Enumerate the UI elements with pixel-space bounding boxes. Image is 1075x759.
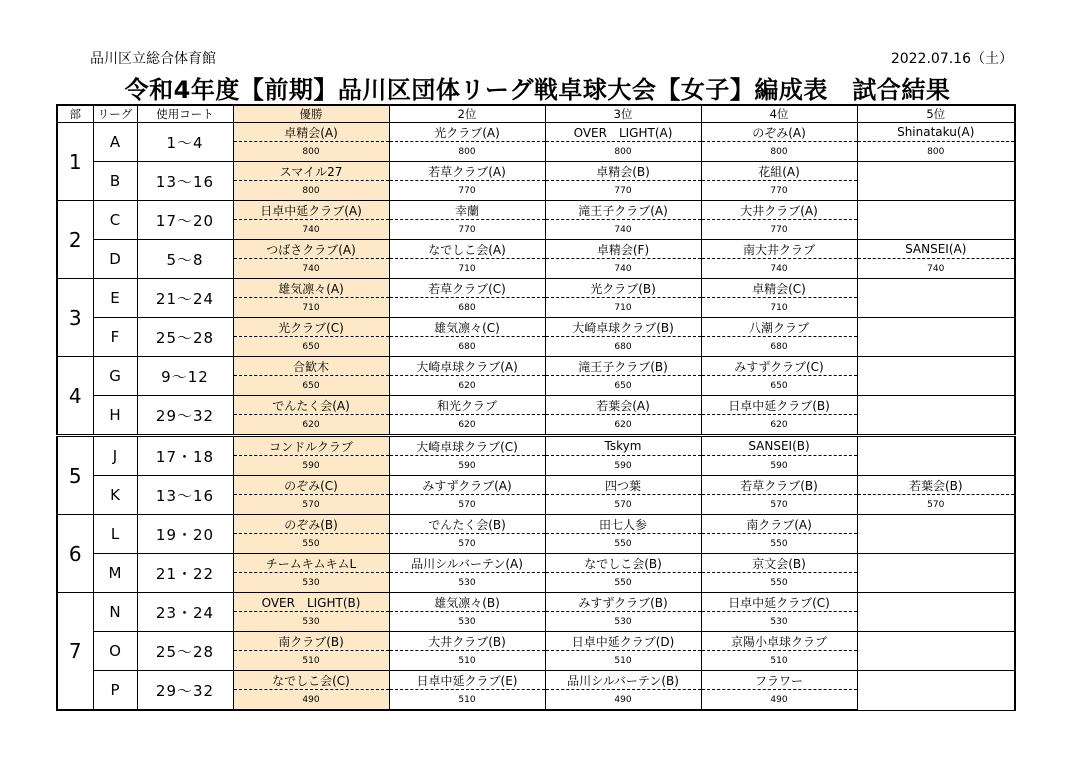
rank-4-points: 800	[701, 142, 857, 162]
rank-2-points: 570	[389, 534, 545, 554]
court-range: 13～16	[137, 476, 233, 515]
rank-5-points: 570	[857, 495, 1015, 515]
empty-cell	[857, 357, 1015, 396]
col-header-2nd: 2位	[389, 105, 545, 123]
winner-points: 650	[233, 337, 389, 357]
league-label: K	[93, 476, 137, 515]
rank-4-points: 680	[701, 337, 857, 357]
division-number: 7	[57, 593, 93, 711]
court-range: 13～16	[137, 162, 233, 201]
rank-2-points: 530	[389, 573, 545, 593]
empty-cell	[857, 318, 1015, 357]
winner-points: 510	[233, 651, 389, 671]
league-label: B	[93, 162, 137, 201]
rank-3-team-name: 若葉会(A)	[545, 396, 701, 415]
league-label: D	[93, 240, 137, 279]
winner-points: 530	[233, 612, 389, 632]
winner-team-name: でんたく会(A)	[233, 396, 389, 415]
rank-3-team-name: 滝王子クラブ(A)	[545, 201, 701, 220]
rank-2-team-name: 若草クラブ(C)	[389, 279, 545, 298]
rank-2-team-name: 日卓中延クラブ(E)	[389, 671, 545, 690]
league-team-row	[57, 357, 1015, 376]
rank-2-points: 530	[389, 612, 545, 632]
empty-cell	[857, 632, 1015, 671]
rank-4-points: 590	[701, 456, 857, 476]
venue-name: 品川区立総合体育館	[90, 51, 216, 67]
rank-4-points: 740	[701, 259, 857, 279]
winner-points: 590	[233, 456, 389, 476]
rank-2-team-name: 大崎卓球クラブ(C)	[389, 436, 545, 456]
rank-3-points: 620	[545, 415, 701, 436]
empty-cell	[857, 201, 1015, 240]
division-number: 2	[57, 201, 93, 279]
col-header-court: 使用コート	[137, 105, 233, 123]
court-range: 5～8	[137, 240, 233, 279]
winner-team-name: 卓精会(A)	[233, 123, 389, 142]
court-range: 21・22	[137, 554, 233, 593]
league-label: G	[93, 357, 137, 396]
rank-4-team-name: 京陽小卓球クラブ	[701, 632, 857, 651]
winner-points: 710	[233, 298, 389, 318]
winner-team-name: 合歓木	[233, 357, 389, 376]
league-team-row	[57, 632, 1015, 651]
rank-4-points: 490	[701, 690, 857, 711]
winner-points: 490	[233, 690, 389, 711]
league-team-row	[57, 476, 1015, 495]
rank-3-team-name: 大崎卓球クラブ(B)	[545, 318, 701, 337]
page-title: 令和4年度【前期】品川区団体リーグ戦卓球大会【女子】編成表 試合結果	[124, 76, 951, 104]
rank-2-points: 620	[389, 415, 545, 436]
empty-cell	[857, 671, 1015, 711]
rank-4-points: 550	[701, 534, 857, 554]
court-range: 19・20	[137, 515, 233, 554]
league-team-row	[57, 201, 1015, 220]
rank-4-team-name: みすずクラブ(C)	[701, 357, 857, 376]
rank-4-team-name: SANSEI(B)	[701, 436, 857, 456]
col-header-winner: 優勝	[233, 105, 389, 123]
rank-3-points: 510	[545, 651, 701, 671]
rank-2-team-name: なでしこ会(A)	[389, 240, 545, 259]
col-header-5th: 5位	[857, 105, 1015, 123]
rank-2-points: 620	[389, 376, 545, 396]
division-number: 4	[57, 357, 93, 436]
rank-4-points: 620	[701, 415, 857, 436]
rank-2-points: 680	[389, 337, 545, 357]
division-number: 6	[57, 515, 93, 593]
league-label: P	[93, 671, 137, 711]
winner-team-name: 南クラブ(B)	[233, 632, 389, 651]
empty-cell	[857, 554, 1015, 593]
rank-3-points: 650	[545, 376, 701, 396]
winner-team-name: 光クラブ(C)	[233, 318, 389, 337]
rank-4-points: 570	[701, 495, 857, 515]
rank-4-team-name: フラワー	[701, 671, 857, 690]
winner-team-name: チームキムキムL	[233, 554, 389, 573]
results-body	[57, 123, 1015, 711]
rank-2-points: 770	[389, 220, 545, 240]
rank-4-team-name: 大井クラブ(A)	[701, 201, 857, 220]
rank-3-team-name: Tskym	[545, 436, 701, 456]
rank-4-points: 530	[701, 612, 857, 632]
col-header-division: 部	[57, 105, 93, 123]
rank-3-points: 570	[545, 495, 701, 515]
court-range: 25～28	[137, 632, 233, 671]
rank-3-team-name: 日卓中延クラブ(D)	[545, 632, 701, 651]
winner-points: 650	[233, 376, 389, 396]
rank-4-team-name: 南クラブ(A)	[701, 515, 857, 534]
rank-3-points: 490	[545, 690, 701, 711]
rank-2-points: 570	[389, 495, 545, 515]
rank-3-points: 800	[545, 142, 701, 162]
court-range: 17～20	[137, 201, 233, 240]
league-label: N	[93, 593, 137, 632]
winner-points: 800	[233, 142, 389, 162]
rank-2-team-name: 光クラブ(A)	[389, 123, 545, 142]
col-header-4th: 4位	[701, 105, 857, 123]
rank-3-points: 550	[545, 534, 701, 554]
rank-4-points: 710	[701, 298, 857, 318]
rank-4-points: 650	[701, 376, 857, 396]
rank-5-team-name: SANSEI(A)	[857, 240, 1015, 259]
rank-3-points: 530	[545, 612, 701, 632]
league-label: H	[93, 396, 137, 436]
rank-2-points: 800	[389, 142, 545, 162]
league-team-row	[57, 554, 1015, 573]
rank-2-team-name: 若草クラブ(A)	[389, 162, 545, 181]
winner-team-name: つばさクラブ(A)	[233, 240, 389, 259]
rank-3-points: 590	[545, 456, 701, 476]
court-range: 21～24	[137, 279, 233, 318]
league-label: C	[93, 201, 137, 240]
league-label: E	[93, 279, 137, 318]
winner-team-name: のぞみ(B)	[233, 515, 389, 534]
league-label: O	[93, 632, 137, 671]
league-team-row	[57, 396, 1015, 415]
league-team-row	[57, 162, 1015, 181]
winner-points: 620	[233, 415, 389, 436]
rank-2-team-name: 大井クラブ(B)	[389, 632, 545, 651]
league-label: L	[93, 515, 137, 554]
rank-4-team-name: 若草クラブ(B)	[701, 476, 857, 495]
event-date: 2022.07.16（土）	[890, 51, 1013, 67]
winner-points: 740	[233, 220, 389, 240]
rank-3-points: 550	[545, 573, 701, 593]
league-team-row	[57, 671, 1015, 690]
empty-cell	[857, 593, 1015, 632]
rank-4-team-name: 八潮クラブ	[701, 318, 857, 337]
rank-4-points: 770	[701, 181, 857, 201]
rank-2-team-name: 品川シルバーテン(A)	[389, 554, 545, 573]
rank-2-team-name: みすずクラブ(A)	[389, 476, 545, 495]
rank-3-points: 710	[545, 298, 701, 318]
rank-3-team-name: みすずクラブ(B)	[545, 593, 701, 612]
court-range: 17・18	[137, 436, 233, 476]
rank-3-points: 740	[545, 220, 701, 240]
winner-team-name: OVER LIGHT(B)	[233, 593, 389, 612]
rank-2-team-name: 大崎卓球クラブ(A)	[389, 357, 545, 376]
rank-3-team-name: なでしこ会(B)	[545, 554, 701, 573]
empty-cell	[857, 279, 1015, 318]
winner-team-name: 日卓中延クラブ(A)	[233, 201, 389, 220]
winner-points: 550	[233, 534, 389, 554]
rank-2-team-name: 幸蘭	[389, 201, 545, 220]
rank-2-points: 510	[389, 690, 545, 711]
rank-3-team-name: 卓精会(B)	[545, 162, 701, 181]
league-team-row	[57, 318, 1015, 337]
rank-2-team-name: 雄気凛々(C)	[389, 318, 545, 337]
empty-cell	[857, 515, 1015, 554]
rank-3-team-name: 四つ葉	[545, 476, 701, 495]
col-header-3rd: 3位	[545, 105, 701, 123]
rank-4-points: 550	[701, 573, 857, 593]
rank-3-team-name: 品川シルバーテン(B)	[545, 671, 701, 690]
rank-3-points: 770	[545, 181, 701, 201]
court-range: 9～12	[137, 357, 233, 396]
rank-5-team-name: 若葉会(B)	[857, 476, 1015, 495]
winner-points: 800	[233, 181, 389, 201]
rank-3-team-name: OVER LIGHT(A)	[545, 123, 701, 142]
division-number: 5	[57, 436, 93, 515]
league-team-row	[57, 436, 1015, 456]
rank-3-team-name: 田七人参	[545, 515, 701, 534]
league-label: A	[93, 123, 137, 162]
rank-4-team-name: 京文会(B)	[701, 554, 857, 573]
league-team-row	[57, 240, 1015, 259]
rank-2-points: 710	[389, 259, 545, 279]
court-range: 25～28	[137, 318, 233, 357]
rank-3-team-name: 卓精会(F)	[545, 240, 701, 259]
rank-3-points: 740	[545, 259, 701, 279]
league-team-row	[57, 515, 1015, 534]
league-label: F	[93, 318, 137, 357]
league-team-row	[57, 279, 1015, 298]
rank-2-team-name: でんたく会(B)	[389, 515, 545, 534]
rank-3-team-name: 滝王子クラブ(B)	[545, 357, 701, 376]
league-team-row	[57, 593, 1015, 612]
rank-4-team-name: 花組(A)	[701, 162, 857, 181]
rank-3-team-name: 光クラブ(B)	[545, 279, 701, 298]
court-range: 29～32	[137, 396, 233, 436]
rank-2-team-name: 雄気凛々(B)	[389, 593, 545, 612]
winner-team-name: スマイル27	[233, 162, 389, 181]
rank-2-points: 590	[389, 456, 545, 476]
winner-points: 530	[233, 573, 389, 593]
league-label: M	[93, 554, 137, 593]
division-number: 3	[57, 279, 93, 357]
rank-2-points: 510	[389, 651, 545, 671]
winner-points: 570	[233, 495, 389, 515]
rank-5-team-name: Shinataku(A)	[857, 123, 1015, 142]
division-number: 1	[57, 123, 93, 201]
header-row	[57, 105, 1015, 123]
empty-cell	[857, 162, 1015, 201]
court-range: 1～4	[137, 123, 233, 162]
league-label: J	[93, 436, 137, 476]
league-team-row	[57, 123, 1015, 142]
col-header-league: リーグ	[93, 105, 137, 123]
rank-5-points: 800	[857, 142, 1015, 162]
winner-points: 740	[233, 259, 389, 279]
court-range: 29～32	[137, 671, 233, 711]
rank-4-team-name: のぞみ(A)	[701, 123, 857, 142]
empty-cell	[857, 436, 1015, 476]
rank-4-team-name: 日卓中延クラブ(B)	[701, 396, 857, 415]
rank-4-team-name: 卓精会(C)	[701, 279, 857, 298]
rank-4-points: 770	[701, 220, 857, 240]
winner-team-name: のぞみ(C)	[233, 476, 389, 495]
rank-5-points: 740	[857, 259, 1015, 279]
winner-team-name: なでしこ会(C)	[233, 671, 389, 690]
rank-4-team-name: 日卓中延クラブ(C)	[701, 593, 857, 612]
rank-2-team-name: 和光クラブ	[389, 396, 545, 415]
rank-4-points: 510	[701, 651, 857, 671]
results-table	[56, 104, 1016, 711]
winner-team-name: 雄気凛々(A)	[233, 279, 389, 298]
rank-4-team-name: 南大井クラブ	[701, 240, 857, 259]
rank-2-points: 680	[389, 298, 545, 318]
winner-team-name: コンドルクラブ	[233, 436, 389, 456]
court-range: 23・24	[137, 593, 233, 632]
empty-cell	[857, 396, 1015, 436]
rank-3-points: 680	[545, 337, 701, 357]
rank-2-points: 770	[389, 181, 545, 201]
